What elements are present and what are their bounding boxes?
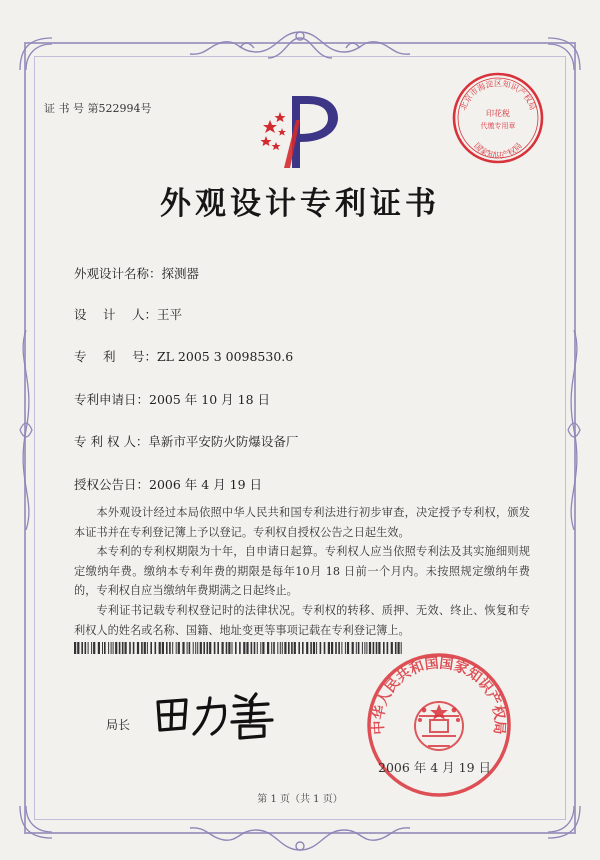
field-patent-number-value: ZL 2005 3 0098530.6 [156,349,294,364]
barcode-bar [91,642,92,654]
field-design-name-label: 外观设计名称： [74,266,162,281]
barcode-bar [331,642,333,654]
field-grant-date-value: 2006 年 4 月 19 日 [149,477,263,492]
field-designer-label: 设 计 人： [74,307,157,322]
tax-seal-top-text: 北京市海淀区知识产权局 [458,79,538,112]
barcode-bar [294,642,296,654]
barcode-bar [320,642,322,654]
barcode-bar [203,642,205,654]
director-label: 局长 [106,718,131,732]
director-signature [150,688,280,740]
barcode-bar [207,642,209,654]
barcode-bar [144,642,146,654]
barcode-bar [280,642,281,654]
barcode-bar [302,642,304,654]
barcode-bar [178,642,180,654]
barcode-bar [273,642,275,654]
right-ornament [562,330,586,530]
barcode-bar [262,642,264,654]
barcode-bar [341,642,342,654]
barcode-bar [81,642,83,654]
barcode-bar [352,642,354,654]
barcode-bar [209,642,211,654]
svg-text:中华人民共和国国家知识产权局 [370,655,509,735]
field-design-name [74,264,199,282]
barcode-bar [133,642,135,654]
barcode-bar [316,642,317,654]
certificate-title: 外观设计专利证书 [160,186,440,222]
certificate-body [74,503,530,640]
barcode-bar [335,642,337,654]
barcode-bar [189,642,191,654]
barcode-bar [288,642,290,654]
seal-arc-text: 中华人民共和国国家知识产权局 [370,655,508,735]
barcode-bar [115,642,117,654]
barcode-bar [88,642,89,654]
field-designer [74,305,182,323]
barcode-bar [200,642,202,654]
barcode-bar [313,642,315,654]
field-grant-date-label: 授权公告日： [74,477,150,492]
barcode-bar [150,642,152,654]
barcode-bar [328,642,330,654]
field-patent-number [74,347,293,365]
barcode-bar [169,642,171,654]
barcode-bar [324,642,326,654]
barcode-bar [282,642,283,654]
tax-seal-bottom-text: 国家知识产权局 [472,141,524,160]
body-paragraph: 专利证书记载专利权登记时的法律状况。专利权的转移、质押、无效、终止、恢复和专利权人的姓名或名称、国籍、地址变更等事项记载在专利登记簿上。 [74,603,530,637]
barcode-bar [347,642,349,654]
barcode-bar [217,642,219,654]
barcode-bar [147,642,148,654]
barcode-bar [102,642,103,654]
barcode-bar [129,642,131,654]
national-ip-office-seal [364,650,514,800]
barcode-bar [77,642,79,654]
barcode-bar [176,642,177,654]
barcode-bar [111,642,112,654]
field-application-date-label: 专利申请日： [74,392,150,407]
field-patent-number-label: 专 利 号： [74,349,157,364]
barcode-bar [284,642,286,654]
barcode-bar [137,642,139,654]
barcode-bar [74,642,76,654]
barcode-bar [187,642,188,654]
barcode-bar [98,642,100,654]
barcode-bar [345,642,346,654]
patent-office-logo [256,90,342,174]
barcode-bar [159,642,161,654]
barcode-bar [298,642,300,654]
field-patentee [74,432,298,450]
left-ornament [14,330,38,530]
barcode-bar [104,642,106,654]
barcode-bar [155,642,157,654]
corner-ornament-br [544,802,584,842]
barcode-bar [197,642,198,654]
field-designer-value: 王平 [156,307,182,322]
barcode-bar [195,642,196,654]
barcode-bar [226,642,228,654]
top-ornament [180,28,420,62]
field-patentee-label: 专 利 权 人： [74,434,149,449]
barcode-bar [228,642,230,654]
barcode-bar [356,642,357,654]
body-paragraph: 本外观设计经过本局依照中华人民共和国专利法进行初步审查，决定授予专利权，颁发本证书并在专利登记簿上予以登记。专利权自授权公告之日起生效。 [74,506,530,539]
barcode-bar [310,642,312,654]
barcode-bar [267,642,269,654]
barcode-bar [108,642,109,654]
corner-ornament-bl [16,802,56,842]
barcode-bar [172,642,173,654]
barcode-bar [232,642,233,654]
barcode-bar [251,642,253,654]
tax-seal-inner-line-2: 代缴专用章 [480,122,516,130]
barcode-bar [222,642,224,654]
barcode-bar [125,642,127,654]
field-grant-date [74,475,262,493]
barcode-bar [235,642,237,654]
barcode [74,642,404,654]
barcode-bar [85,642,87,654]
tax-seal-inner-line-1: 印花税 [486,109,510,118]
barcode-bar [113,642,114,654]
barcode-bar [166,642,168,654]
barcode-bar [162,642,164,654]
barcode-bar [306,642,308,654]
page-number: 第 1 页（共 1 页） [257,794,343,805]
field-application-date-value: 2005 年 10 月 18 日 [149,392,271,407]
barcode-bar [243,642,245,654]
field-design-name-value: 探测器 [161,266,200,281]
barcode-bar [358,642,360,654]
body-paragraph: 本专利的专利权期限为十年，自申请日起算。专利权人应当依照专利法及其实施细则规定缴纳年费。缴纳本专利年费的期限是每年10月 18 日前一个月内。未按照规定缴纳年费的，专利权自应当缴纳年费期满之日起终止。 [74,545,530,598]
barcode-bar [182,642,184,654]
certificate-number: 证 书 号 第522994号 [44,102,152,115]
corner-ornament-tl [16,34,56,74]
barcode-bar [254,642,256,654]
barcode-bar [338,642,340,654]
issue-date: 2006 年 4 月 19 日 [378,760,492,775]
barcode-bar [271,642,272,654]
barcode-bar [277,642,278,654]
tax-seal-stamp [450,70,546,166]
barcode-bar [141,642,143,654]
barcode-bar [214,642,216,654]
field-application-date [74,390,270,408]
barcode-bar [193,642,194,654]
bottom-ornament [180,820,420,854]
barcode-bar [291,642,293,654]
barcode-bar [93,642,95,654]
barcode-bar [246,642,248,654]
barcode-bar [122,642,124,654]
barcode-bar [260,642,261,654]
corner-ornament-tr [544,34,584,74]
field-patentee-value: 阜新市平安防火防爆设备厂 [148,434,299,449]
barcode-bar [257,642,258,654]
barcode-bar [119,642,121,654]
barcode-bar [362,642,363,654]
barcode-bar [239,642,241,654]
